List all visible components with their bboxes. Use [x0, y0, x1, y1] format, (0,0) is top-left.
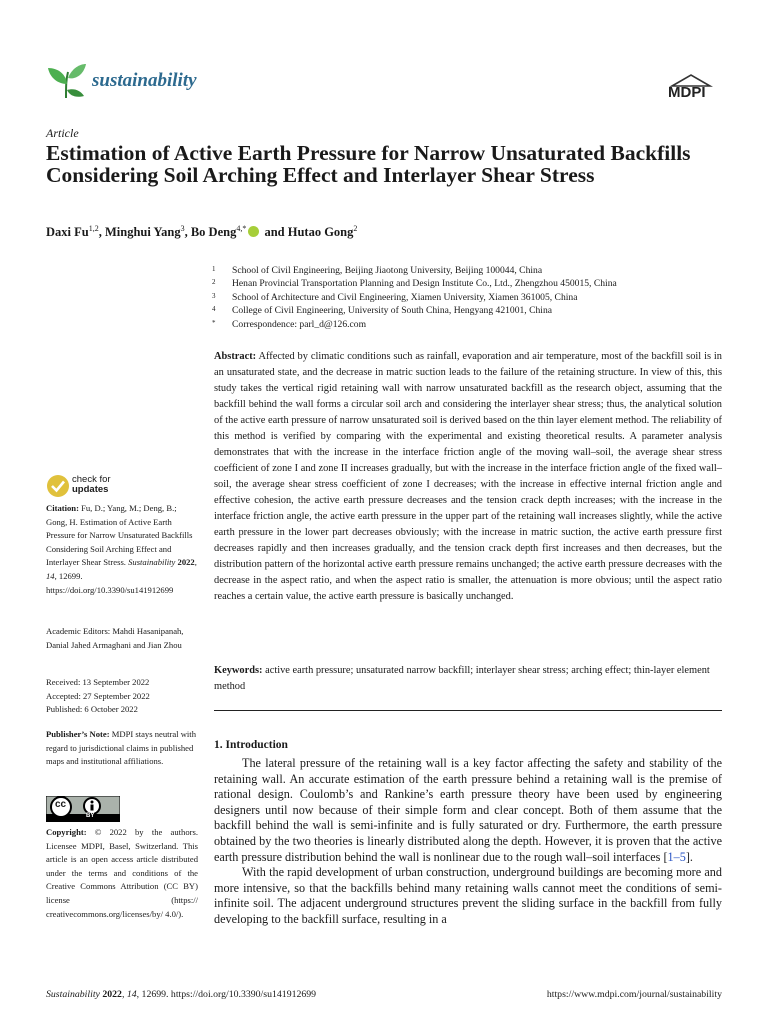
publisher-note [46, 728, 198, 769]
footer-doi[interactable]: , 12699. https://doi.org/10.3390/su141912699 [136, 989, 317, 1000]
citation-doi[interactable]: , 12699. https://doi.org/10.3390/su141912699 [46, 570, 174, 595]
author-affiliation-mark: 2 [353, 224, 358, 233]
citation-text: Fu, D.; Yang, M.; Deng, B.; Gong, H. Estimation of Active Earth Pressure for Narrow Unsaturated Backfills Considering Soil Arching Effect and Interlayer Shear Stress. [46, 503, 193, 568]
affiliation-number: * [212, 318, 216, 327]
affiliation-text: School of Architecture and Civil Engineering, Xiamen University, Xiamen 361005, China [232, 291, 578, 303]
section-heading: 1. Introduction [214, 739, 288, 751]
affiliation-text: School of Civil Engineering, Beijing Jiaotong University, Beijing 100044, China [232, 265, 543, 276]
accepted-date: Accepted: 27 September 2022 [46, 690, 150, 701]
affiliation-text: Henan Provincial Transportation Planning and Design Institute Co., Ltd., Zhengzhou 450015, China [232, 278, 617, 290]
affiliation-number: 1 [212, 265, 216, 273]
cc-by-label: BY [86, 813, 95, 819]
cc-mark: cc [55, 799, 67, 810]
affiliation-item [212, 291, 617, 304]
journal-name: sustainability [92, 70, 197, 91]
paragraph-text: ]. [685, 849, 693, 864]
check-updates-line1: check for [72, 474, 111, 485]
paragraph [214, 756, 722, 865]
footer-volume: 14 [126, 989, 137, 1000]
affiliation-number: 2 [212, 278, 216, 287]
keywords-text: active earth pressure; unsaturated narrow backfill; interlayer shear stress; arching effect; thin-layer element method [214, 665, 710, 692]
citation-volume: 14 [46, 570, 55, 581]
journal-logo-leaf-icon [46, 62, 88, 100]
citation-label: Citation: [46, 503, 79, 513]
section-body [214, 756, 722, 928]
author-name: Bo Deng [190, 225, 237, 240]
publisher-note-text: MDPI stays neutral with regard to jurisdictional claims in published maps and institutional affiliations. [46, 729, 196, 767]
affiliation-item [212, 277, 617, 290]
author-name: Minghui Yang [104, 225, 181, 240]
published-date: Published: 6 October 2022 [46, 704, 138, 715]
affiliation-list [212, 264, 617, 331]
citation-block: Citation: Fu, D.; Yang, M.; Deng, B.; Gong, H. Estimation of Active Earth Pressure for Narrow Unsaturated Backfills Considering Soil Arching Effect and Interlayer Shear Stress. Sustainability 2022, 14, 12699. https://doi.org/10.3390/su141912699 [46, 503, 197, 595]
author-affiliation-mark: 1,2 [88, 224, 99, 233]
mdpi-logo [666, 72, 716, 106]
affiliation-number: 3 [212, 291, 216, 300]
copyright-block [46, 826, 198, 921]
author-separator: and [261, 225, 288, 240]
author-list [46, 224, 357, 240]
author-separator: , [184, 225, 191, 240]
footer-journal: Sustainability [46, 989, 100, 1000]
correspondence-text[interactable]: Correspondence: parl_d@126.com [232, 318, 367, 330]
orcid-icon[interactable] [248, 226, 259, 237]
citation-year: 2022 [177, 557, 195, 568]
abstract-label: Abstract: [214, 351, 257, 362]
mdpi-logo-text: MDPI [668, 84, 706, 101]
paragraph-text: The lateral pressure of the retaining wall is a key factor affecting the safety and stability of the retaining wall. An accurate estimation of the earth pressure behind a retaining wall is the premise of rational design. Coulomb’s and Rankine’s earth pressure theory have been used by engineering designers until now because of their simple form and clear concept. Both of them assume that the backfill behind the wall is semi-infinite and is fully saturated or dry. Furthermore, the earth pressure obtained by the two theories is linearly distributed along the depth. However, it is proven that the active earth pressure distribution behind the wall is nonlinear due to the rough wall–soil interfaces [ [214, 756, 722, 864]
paper-title: Estimation of Active Earth Pressure for Narrow Unsaturated Backfills Considering Soil Arching Effect and Interlayer Shear Stress [46, 141, 691, 187]
received-date: Received: 13 September 2022 [46, 677, 150, 687]
footer-citation: Sustainability 2022, 14, 12699. https://doi.org/10.3390/su141912699 [46, 989, 317, 1000]
dates-block [46, 676, 198, 717]
abstract-text: Affected by climatic conditions such as rainfall, evaporation and air temperature, most of the backfill soil is in an unsaturated state, and the decrease in matric suction leads to the failure of the retaining structure. In view of this, this study takes the vertical rigid retaining wall with narrow unsaturated backfill as the research object, assuming that the backfill behind the wall forms a circular soil arch and considering the interlayer shear stress; thus, the analytical solution of the active earth pressure of narrow unsaturated soil is derived based on the thin layer element method. The reliability of this method is verified by comparing with the experimental and existing theoretical results. A parameter analysis demonstrates that with the increase in the interface friction angle of the moving wall–soil, the average shear stress coefficient of zone I and zone II increases gradually, but with the increase in the interface friction angle of the fixed wall–soil, the average shear stress coefficient of zone I decreases; with the increase in effective internal friction angle and effective cohesion, the active earth pressure decreases and the tension crack depth increases; with the increase in the interface friction angle, the active earth pressure in the upper part of the retaining wall increases slightly, while the active earth pressure in the lower part decreases obviously; with the increase in matric suction, the active earth pressure first decreases rapidly and then increases gradually, and the tension crack depth first increases and then decreases, but the distribution pattern of the horizontal active earth pressure remains unchanged; the active earth pressure decreases with the decrease in the aspect ratio, and when the aspect ratio is smaller, the attenuation is more obvious; until the aspect ratio reaches a certain value, the active earth pressure is basically unchanged. [214, 351, 722, 602]
affiliation-item [212, 264, 617, 277]
check-updates-line2: updates [72, 484, 109, 495]
author-affiliation-mark: 3 [180, 224, 185, 233]
citation-journal: Sustainability [128, 557, 176, 568]
citation-link[interactable]: 1–5 [667, 849, 686, 864]
author-name: Hutao Gong [287, 225, 354, 240]
affiliation-item [212, 304, 617, 317]
article-type: Article [46, 126, 79, 140]
divider [214, 710, 722, 711]
keywords-label: Keywords: [214, 665, 263, 676]
abstract [214, 349, 722, 605]
check-for-updates-button[interactable] [46, 474, 196, 500]
affiliation-number: 4 [212, 305, 216, 314]
keywords [214, 663, 722, 695]
copyright-text: © 2022 by the authors. Licensee MDPI, Basel, Switzerland. This article is an open access article distributed under the terms and conditions of the Creative Commons Attribution (CC BY) license (https:// creativecommons.org/licenses/by/ 4.0/). [46, 827, 198, 919]
paragraph: With the rapid development of urban construction, underground buildings are becoming more and more intensive, so that the backfills behind many retaining walls cannot meet the conditions of semi-infinite soil. The adjacent underground structures prevent the sliding surface in the backfill from fully developing to the backfill surface, resulting in a [214, 865, 722, 926]
copyright-label: Copyright: [46, 827, 87, 837]
author-separator: , [98, 225, 105, 240]
cc-by-license-badge[interactable] [46, 796, 120, 822]
author-name: Daxi Fu [46, 225, 89, 240]
academic-editors: Academic Editors: Mahdi Hasanipanah, Danial Jahed Armaghani and Jian Zhou [46, 626, 184, 650]
affiliation-text: College of Civil Engineering, University of South China, Hengyang 421001, China [232, 305, 553, 317]
author-affiliation-mark: 4,* [236, 224, 247, 233]
check-updates-icon [46, 474, 70, 498]
publisher-note-label: Publisher’s Note: [46, 729, 110, 739]
correspondence [212, 318, 617, 331]
footer-year: 2022 [102, 989, 122, 1000]
footer-journal-url[interactable]: https://www.mdpi.com/journal/sustainability [546, 989, 722, 1000]
